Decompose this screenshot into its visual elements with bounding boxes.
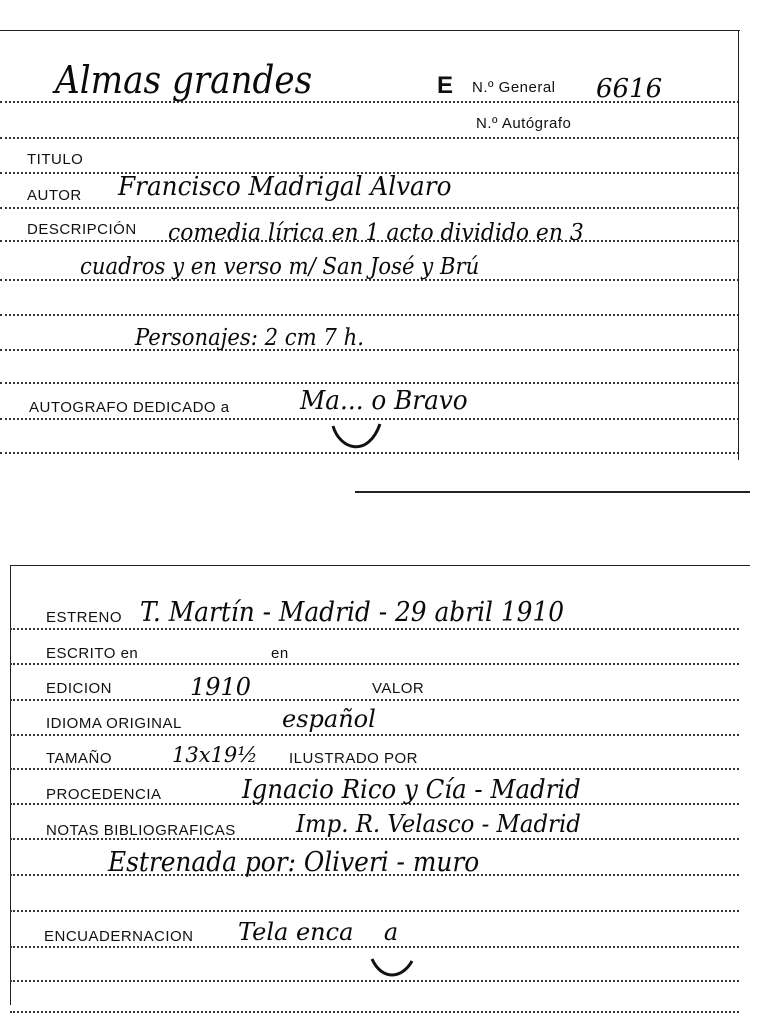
descripcion-line-1: comedia lírica en 1 acto dividido en 3 [168,220,584,246]
ilustrado-label: ILUSTRADO POR [289,750,419,767]
rule-line [10,699,739,701]
rule-line [10,663,739,665]
estreno-label: ESTRENO [46,609,123,626]
card-top-edge [10,565,750,566]
rule-line [0,137,739,139]
rule-line [10,946,739,948]
rule-line [10,910,739,912]
bottom-catalog-card [0,545,759,1028]
tamano-value: 13x19½ [172,743,258,767]
edicion-label: EDICION [46,680,113,697]
encuadernacion-label: ENCUADERNACION [44,928,194,945]
escrito-en-secondary: en [271,645,289,662]
autor-label: AUTOR [27,187,82,204]
rule-line [0,349,739,351]
idioma-value: español [282,705,376,733]
card-bottom-edge [355,491,750,493]
titulo-label: TITULO [27,151,84,168]
general-number-value: 6616 [596,74,663,104]
autografo-dedicado-value: Ma... o Bravo [300,386,468,416]
rule-line [0,314,739,316]
descripcion-line-2: cuadros y en verso m/ San José y Brú [80,254,480,280]
card-top-edge [0,30,740,31]
top-catalog-card [0,0,759,500]
rule-line [10,768,739,770]
notas-bibliograficas-label: NOTAS BIBLIOGRAFICAS [46,822,236,839]
estrenada-note: Estrenada por: Oliveri - muro [108,847,480,878]
autor-value: Francisco Madrigal Alvaro [118,172,452,202]
valor-label: VALOR [372,680,425,697]
category-letter: E [437,72,454,99]
card-right-edge [738,30,739,460]
ink-stroke-icon [368,949,418,983]
ink-stroke-icon [328,420,388,460]
idioma-label: IDIOMA ORIGINAL [46,715,182,732]
personajes-note: Personajes: 2 cm 7 h. [135,325,364,351]
edicion-value: 1910 [190,673,252,701]
escrito-label: ESCRITO en [46,645,139,662]
encuadernacion-value: Tela enca a [238,918,399,946]
card-left-edge [10,565,11,1005]
procedencia-label: PROCEDENCIA [46,786,162,803]
descripcion-label: DESCRIPCIÓN [27,221,137,238]
tamano-label: TAMAÑO [46,750,113,767]
general-number-label: N.º General [472,79,556,96]
autograph-number-label: N.º Autógrafo [476,115,572,132]
notas-bibliograficas-value: Imp. R. Velasco - Madrid [296,810,581,838]
rule-line [10,734,739,736]
rule-line [0,207,739,209]
autografo-dedicado-label: AUTOGRAFO DEDICADO a [29,399,230,416]
rule-line [10,628,739,630]
title-handwritten: Almas grandes [55,58,313,102]
rule-line [10,1011,739,1013]
estreno-value: T. Martín - Madrid - 29 abril 1910 [140,597,565,628]
procedencia-value: Ignacio Rico y Cía - Madrid [242,775,581,805]
rule-line [0,382,739,384]
